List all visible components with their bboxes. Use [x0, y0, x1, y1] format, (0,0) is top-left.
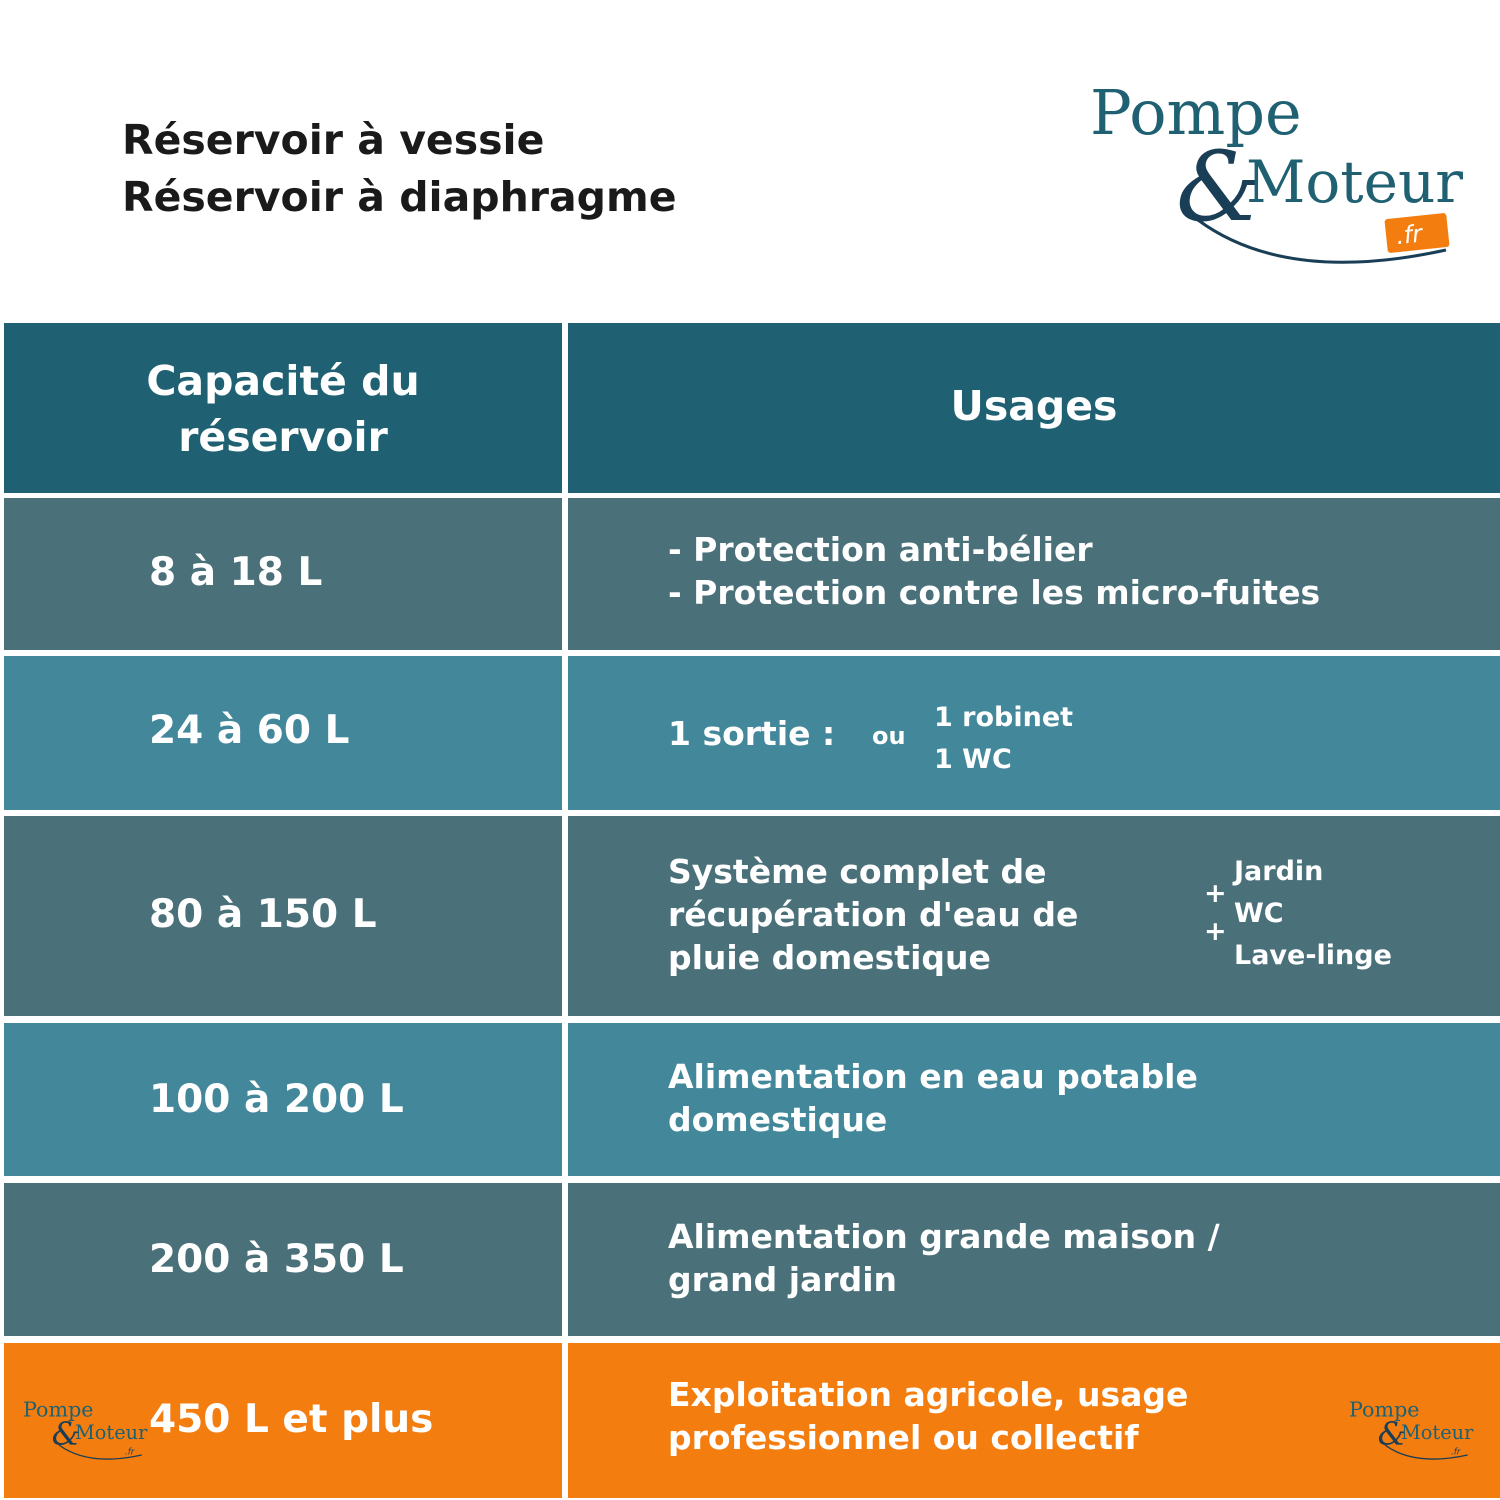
usage-text: Alimentation en eau potable domestique	[668, 1057, 1198, 1139]
capacity-value: 200 à 350 L	[149, 1237, 404, 1282]
svg-text:&: &	[1377, 1415, 1407, 1453]
page-title-line1: Réservoir à vessie	[122, 116, 545, 164]
usage-text: - Protection anti-bélier - Protection contre les micro-fuites	[668, 530, 1321, 612]
usage-text: Exploitation agricole, usage professionnel ou collectif	[668, 1375, 1189, 1457]
logo-line2: Moteur	[1246, 148, 1464, 216]
table-row	[4, 498, 1500, 650]
page-title-block	[122, 112, 677, 226]
usage-option: 1 WC	[934, 744, 1012, 775]
svg-text:Moteur: Moteur	[1401, 1421, 1474, 1444]
capacity-value: 450 L et plus	[149, 1397, 434, 1442]
logo-tld: .fr	[1394, 219, 1424, 251]
usage-text: Alimentation grande maison / grand jardin	[668, 1217, 1220, 1299]
table-header-row	[4, 323, 1500, 493]
svg-text:Pompe: Pompe	[23, 1397, 94, 1422]
usage-item: WC	[1234, 898, 1284, 929]
usage-text: 1 sortie :	[668, 714, 836, 753]
table-row	[4, 1183, 1500, 1336]
usage-or: ou	[872, 722, 906, 750]
header-cell-capacity	[4, 323, 562, 493]
svg-text:Moteur: Moteur	[75, 1421, 148, 1444]
svg-text:.fr: .fr	[125, 1447, 135, 1458]
capacity-value: 8 à 18 L	[149, 550, 323, 595]
header-capacity-label: Capacité du réservoir	[146, 357, 420, 461]
table-row	[4, 816, 1500, 1016]
capacity-value: 24 à 60 L	[149, 708, 350, 753]
plus-sign: +	[1204, 916, 1227, 947]
table-row	[4, 656, 1500, 810]
usage-option: 1 robinet	[934, 702, 1074, 733]
table-row	[4, 1343, 1500, 1498]
svg-text:&: &	[51, 1415, 81, 1453]
capacity-value: 100 à 200 L	[149, 1077, 404, 1122]
plus-sign: +	[1204, 878, 1227, 909]
usage-text: Système complet de récupération d'eau de pluie domestique	[668, 852, 1079, 977]
header-usages-label: Usages	[950, 382, 1118, 430]
capacity-value: 80 à 150 L	[149, 892, 377, 937]
brand-logo-small	[1346, 1395, 1476, 1465]
brand-logo	[1086, 70, 1466, 280]
brand-logo-small	[20, 1395, 150, 1465]
page-title-line2: Réservoir à diaphragme	[122, 173, 677, 221]
usage-item: Lave-linge	[1234, 940, 1392, 971]
svg-text:Pompe: Pompe	[1349, 1397, 1420, 1422]
header-cell-usages	[568, 323, 1500, 493]
brand-logo-graphic	[1086, 70, 1466, 280]
usage-item: Jardin	[1234, 856, 1324, 887]
svg-text:.fr: .fr	[1451, 1447, 1461, 1458]
logo-line1: Pompe	[1090, 76, 1302, 149]
logo-ampersand: &	[1176, 131, 1262, 243]
table-row	[4, 1023, 1500, 1176]
